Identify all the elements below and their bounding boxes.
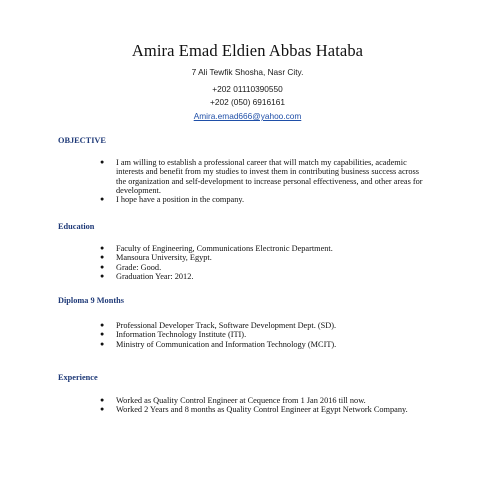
section-heading-education: Education: [58, 222, 95, 231]
email-link[interactable]: Amira.emad666@yahoo.com: [193, 111, 302, 121]
bullet-icon: ●: [100, 262, 105, 271]
list-item: ● Faculty of Engineering, Communications Electronic Department.: [100, 244, 333, 253]
bullet-icon: ●: [100, 330, 105, 339]
list-item: ● Worked as Quality Control Engineer at Cequence from 1 Jan 2016 till now.: [100, 396, 366, 405]
bullet-icon: ●: [100, 396, 105, 404]
list-item: ● Mansoura University, Egypt.: [100, 253, 212, 263]
list-item: ● Information Technology Institute (ITI).: [100, 330, 247, 340]
list-item: ● Grade: Good.: [100, 262, 162, 272]
experience-list: [100, 396, 430, 415]
list-item: ● I am willing to establish a professional career that will match my capabilities, academic interests and benefit from my studies to invest them in contributing business success across the organization and self-development to increase personal effectiveness, and other areas for development.: [100, 158, 423, 195]
list-item: ● Ministry of Communication and Information Technology (MCIT).: [100, 339, 337, 349]
section-heading-diploma: Diploma 9 Months: [58, 296, 124, 305]
section-heading-objective: OBJECTIVE: [58, 136, 106, 145]
bullet-icon: ●: [100, 244, 105, 252]
bullet-icon: ●: [100, 158, 105, 166]
address: 7 Ali Tewfik Shosha, Nasr City.: [191, 67, 304, 77]
education-list: [100, 244, 430, 281]
list-item: ● Professional Developer Track, Software Development Dept. (SD).: [100, 321, 337, 330]
phone-primary: +202 01110390550: [212, 84, 283, 94]
list-item: ● Worked 2 Years and 8 months as Quality Control Engineer at Egypt Network Company.: [100, 405, 408, 415]
list-item: ● I hope have a position in the company.: [100, 195, 245, 205]
list-item: ● Graduation Year: 2012.: [100, 271, 194, 281]
bullet-icon: ●: [100, 321, 105, 329]
bullet-icon: ●: [100, 195, 105, 204]
bullet-icon: ●: [100, 405, 105, 414]
bullet-icon: ●: [100, 253, 105, 262]
bullet-icon: ●: [100, 271, 105, 280]
bullet-icon: ●: [100, 339, 105, 348]
candidate-name: Amira Emad Eldien Abbas Hataba: [131, 41, 364, 60]
section-heading-experience: Experience: [58, 373, 98, 382]
phone-secondary: +202 (050) 6916161: [210, 97, 285, 107]
objective-list: [100, 158, 430, 204]
diploma-list: [100, 321, 430, 349]
